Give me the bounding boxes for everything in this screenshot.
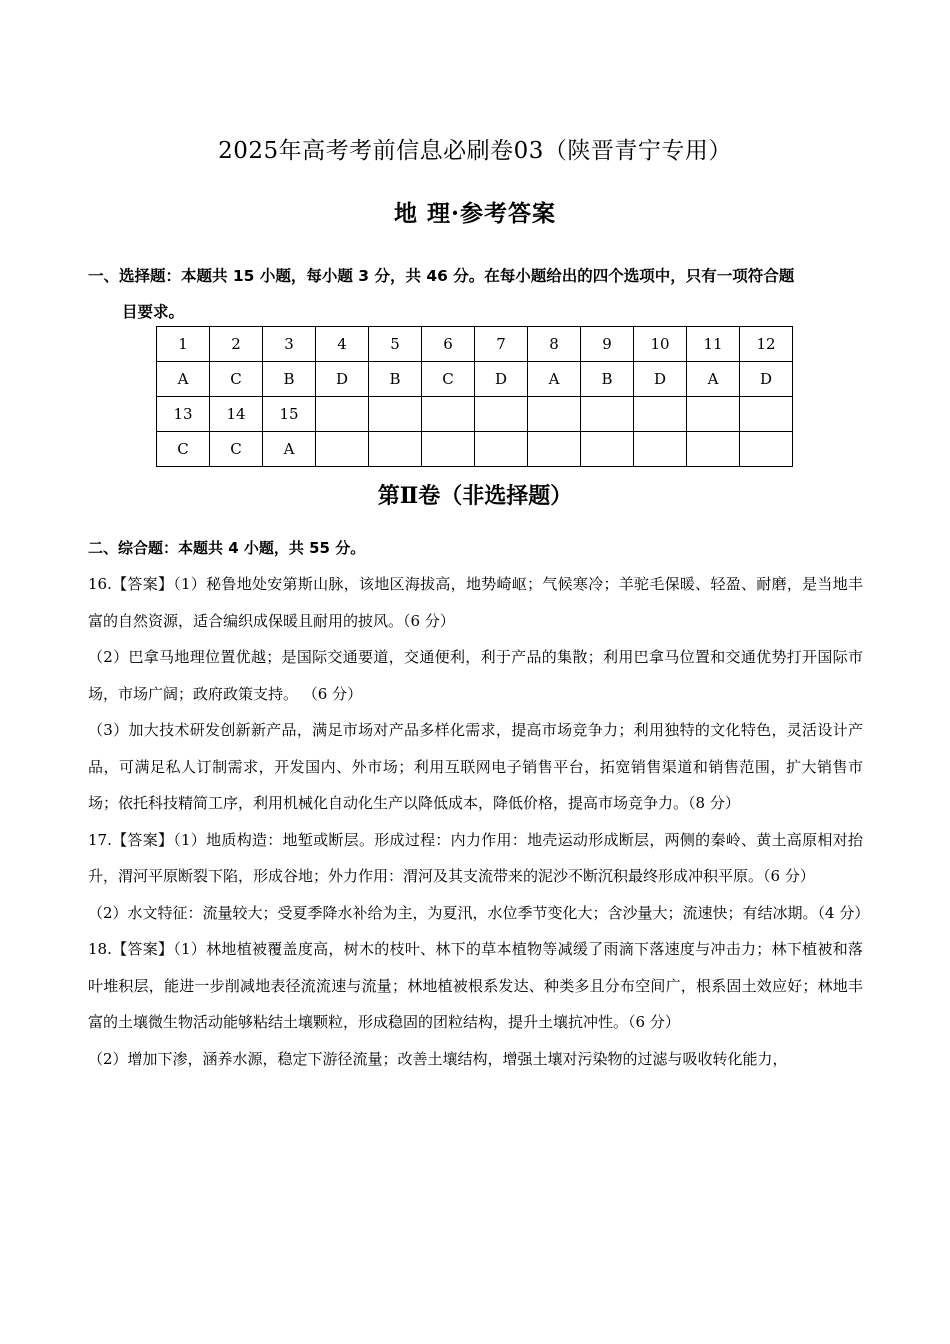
table-cell: C [157, 432, 210, 467]
table-cell [369, 432, 422, 467]
table-cell [687, 432, 740, 467]
table-cell: B [263, 362, 316, 397]
table-cell: 11 [687, 327, 740, 362]
table-cell: A [528, 362, 581, 397]
section1-heading [88, 258, 868, 330]
table-cell: 5 [369, 327, 422, 362]
answers-body [88, 566, 870, 1077]
answer-row [157, 362, 793, 397]
section1-line2: 目要求。 [122, 303, 185, 321]
table-cell: 10 [634, 327, 687, 362]
q18-label: 18.【答案】 [88, 940, 174, 958]
table-cell: 9 [581, 327, 634, 362]
table-cell [316, 397, 369, 432]
table-cell [528, 432, 581, 467]
table-cell [475, 432, 528, 467]
table-cell: C [210, 362, 263, 397]
table-cell [369, 397, 422, 432]
table-cell: 1 [157, 327, 210, 362]
question-number-row [157, 327, 793, 362]
table-cell [740, 397, 793, 432]
table-cell: 8 [528, 327, 581, 362]
table-cell [581, 432, 634, 467]
table-cell [475, 397, 528, 432]
table-cell: C [422, 362, 475, 397]
q18-part1: 18.【答案】（1）林地植被覆盖度高，树木的枝叶、林下的草本植物等减缓了雨滴下落速度与冲击力；林下植被和落叶堆积层，能进一步削减地表径流流速与流量；林地植被根系发达、种类多且分布空间广，根系固土效应好；林地丰富的土壤微生物活动能够粘结土壤颗粒，形成稳固的团粒结构，提升土壤抗冲性。（6 分） [88, 940, 863, 1031]
table-cell: A [687, 362, 740, 397]
section2-heading: 二、综合题：本题共 4 小题，共 55 分。 [88, 539, 366, 557]
table-cell: B [581, 362, 634, 397]
table-cell: 4 [316, 327, 369, 362]
q17-part2: （2）水文特征：流量较大；受夏季降水补给为主，为夏汛，水位季节变化大；含沙量大；流速快；有结冰期。（4 分） [88, 903, 870, 922]
question-number-row [157, 397, 793, 432]
table-cell [740, 432, 793, 467]
part2-title: 第Ⅱ卷（非选择题） [377, 483, 573, 509]
table-cell: D [316, 362, 369, 397]
table-cell [581, 397, 634, 432]
table-cell [528, 397, 581, 432]
q16-label: 16.【答案】 [88, 575, 174, 593]
page-title: 2025年高考考前信息必刷卷03（陕晋青宁专用） [218, 138, 732, 164]
table-cell [422, 397, 475, 432]
table-cell: A [263, 432, 316, 467]
section1-line1: 一、选择题：本题共 15 小题，每小题 3 分，共 46 分。在每小题给出的四个选项中，只有一项符合题 [88, 267, 795, 285]
table-cell [634, 432, 687, 467]
table-cell: 2 [210, 327, 263, 362]
table-cell: 3 [263, 327, 316, 362]
table-cell: B [369, 362, 422, 397]
q16-part1: 16.【答案】（1）秘鲁地处安第斯山脉，该地区海拔高，地势崎岖；气候寒冷；羊驼毛保暖、轻盈、耐磨，是当地丰富的自然资源，适合编织成保暖且耐用的披风。（6 分） [88, 575, 863, 630]
table-cell: 14 [210, 397, 263, 432]
answer-table [156, 326, 793, 467]
table-cell: C [210, 432, 263, 467]
q17-label: 17.【答案】 [88, 830, 174, 849]
table-cell [634, 397, 687, 432]
table-cell [687, 397, 740, 432]
q17-part1: 17.【答案】（1）地质构造：地堑或断层。形成过程：内力作用：地壳运动形成断层，两侧的秦岭、黄土高原相对抬升，渭河平原断裂下陷，形成谷地；外力作用：渭河及其支流带来的泥沙不断沉积最终形成冲积平原。（6 分） [88, 830, 863, 885]
table-cell: 7 [475, 327, 528, 362]
table-cell: D [634, 362, 687, 397]
table-cell [422, 432, 475, 467]
table-cell: 13 [157, 397, 210, 432]
answer-row [157, 432, 793, 467]
table-cell: 12 [740, 327, 793, 362]
table-cell: D [740, 362, 793, 397]
q16-part2: （2）巴拿马地理位置优越；是国际交通要道，交通便利，利于产品的集散；利用巴拿马位置和交通优势打开国际市场，市场广阔；政府政策支持。 （6 分） [88, 648, 863, 703]
q18-part2: （2）增加下渗，涵养水源，稳定下游径流量；改善土壤结构，增强土壤对污染物的过滤与吸收转化能力， [88, 1049, 788, 1068]
table-cell: A [157, 362, 210, 397]
table-cell: D [475, 362, 528, 397]
table-cell [316, 432, 369, 467]
table-cell: 15 [263, 397, 316, 432]
table-cell: 6 [422, 327, 475, 362]
q16-part3: （3）加大技术研发创新新产品，满足市场对产品多样化需求，提高市场竞争力；利用独特的文化特色，灵活设计产品，可满足私人订制需求，开发国内、外市场；利用互联网电子销售平台，拓宽销售渠道和销售范围，扩大销售市场；依托科技精简工序，利用机械化自动化生产以降低成本，降低价格，提高市场竞争力。（8 分） [88, 721, 863, 812]
page-subtitle: 地 理·参考答案 [393, 200, 556, 227]
